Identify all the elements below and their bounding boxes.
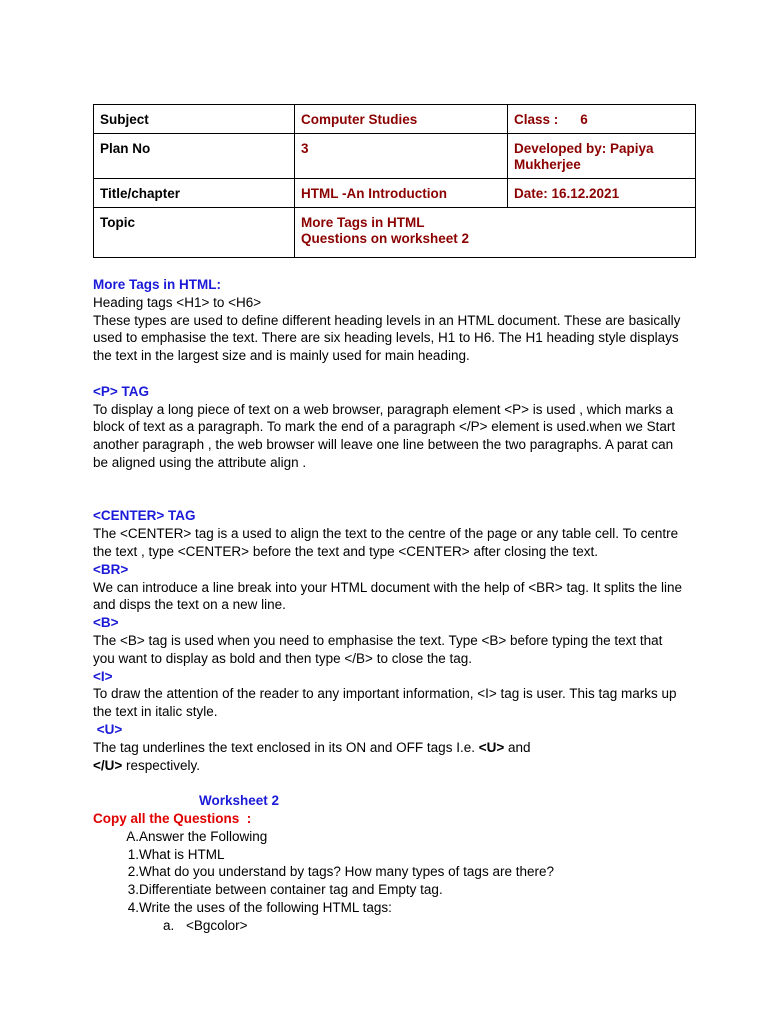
class-label: Class : bbox=[514, 112, 559, 127]
worksheet-title: Worksheet 2 bbox=[199, 793, 280, 809]
class-cell bbox=[508, 105, 696, 134]
p-tag-desc: To display a long piece of text on a web browser, paragraph element <P> is used , which marks a block of text as a paragraph. To mark the end of a paragraph </P> element is used.when we Start another paragraph , the web browser will leave one line between the two paragraphs. A parat can be aligned using the attribute align . bbox=[93, 401, 676, 470]
topic-line-1: More Tags in HTML bbox=[301, 215, 425, 230]
list-marker: A. bbox=[126, 828, 139, 844]
u-desc-text-3: respectively. bbox=[122, 757, 201, 773]
center-tag-desc: The <CENTER> tag is a used to align the text to the centre of the page or any table cell. To centre the text , type <CENTER> before the text and type <CENTER> after closing the text. bbox=[93, 526, 679, 559]
class-value: 6 bbox=[580, 112, 588, 127]
list-item bbox=[93, 846, 683, 864]
u-desc-bold-2: </U> bbox=[93, 757, 123, 773]
topic-label: Topic bbox=[94, 208, 295, 258]
i-desc: To draw the attention of the reader to any important information, <I> tag is user. This tag marks up the text in italic style. bbox=[93, 686, 677, 720]
b-desc: The <B> tag is used when you need to emphasise the text. Type <B> before typing the text that you want to display as bold and then type </B> to close the tag. bbox=[93, 632, 663, 666]
u-desc-text-1: The tag underlines the text enclosed in its ON and OFF tags I.e. bbox=[93, 739, 479, 755]
developer-cell: Developed by: Papiya Mukherjee bbox=[508, 134, 696, 179]
lesson-info-table bbox=[93, 104, 696, 258]
title-value: HTML -An Introduction bbox=[295, 179, 508, 208]
sub-list-marker: a. bbox=[163, 917, 175, 933]
table-row bbox=[94, 179, 696, 208]
center-tag-heading: <CENTER> TAG bbox=[93, 508, 196, 524]
plan-no-label: Plan No bbox=[94, 134, 295, 179]
u-desc-bold-1: <U> bbox=[478, 739, 505, 755]
u-desc bbox=[93, 739, 683, 775]
list-item bbox=[93, 828, 683, 846]
list-marker: 3. bbox=[127, 882, 139, 898]
br-heading: <BR> bbox=[93, 561, 129, 577]
heading-tags-line: Heading tags <H1> to <H6> bbox=[93, 294, 262, 310]
list-text: What is HTML bbox=[139, 846, 225, 862]
list-text: What do you understand by tags? How many types of tags are there? bbox=[139, 864, 554, 880]
u-desc-text-2: and bbox=[504, 739, 531, 755]
worksheet-instruction: Copy all the Questions : bbox=[93, 810, 252, 826]
u-heading: <U> bbox=[93, 721, 123, 737]
more-tags-heading: More Tags in HTML: bbox=[93, 277, 221, 292]
title-label: Title/chapter bbox=[94, 179, 295, 208]
table-row bbox=[94, 208, 696, 258]
list-item bbox=[93, 881, 683, 899]
sub-list-text: <Bgcolor> bbox=[186, 917, 248, 933]
heading-tags-desc: These types are used to define different heading levels in an HTML document. These are basically used to emphasise the text. There are six heading levels, H1 to H6. The H1 heading style displays the text in the largest size and is mainly used for main heading. bbox=[93, 312, 681, 364]
list-marker: 4. bbox=[127, 899, 139, 915]
list-marker: 1. bbox=[127, 846, 139, 862]
p-tag-heading: <P> TAG bbox=[93, 383, 150, 399]
topic-line-2: Questions on worksheet 2 bbox=[301, 231, 470, 246]
table-row bbox=[94, 105, 696, 134]
list-text: Differentiate between container tag and Empty tag. bbox=[139, 882, 443, 898]
date-cell: Date: 16.12.2021 bbox=[508, 179, 696, 208]
subject-label: Subject bbox=[94, 105, 295, 134]
list-text: Write the uses of the following HTML tags: bbox=[139, 899, 392, 915]
br-desc: We can introduce a line break into your HTML document with the help of <BR> tag. It splits the line and disps the text on a new line. bbox=[93, 579, 683, 613]
list-item bbox=[93, 863, 683, 881]
list-marker: 2. bbox=[127, 864, 139, 880]
i-heading: <I> bbox=[93, 668, 113, 684]
document-body bbox=[93, 276, 683, 934]
worksheet-question-list bbox=[93, 828, 683, 935]
subject-value: Computer Studies bbox=[295, 105, 508, 134]
table-row bbox=[94, 134, 696, 179]
list-item bbox=[93, 899, 683, 917]
plan-no-value: 3 bbox=[295, 134, 508, 179]
topic-value bbox=[295, 208, 696, 258]
list-text: Answer the Following bbox=[139, 828, 268, 844]
b-heading: <B> bbox=[93, 615, 119, 631]
sub-list-item bbox=[93, 917, 683, 935]
